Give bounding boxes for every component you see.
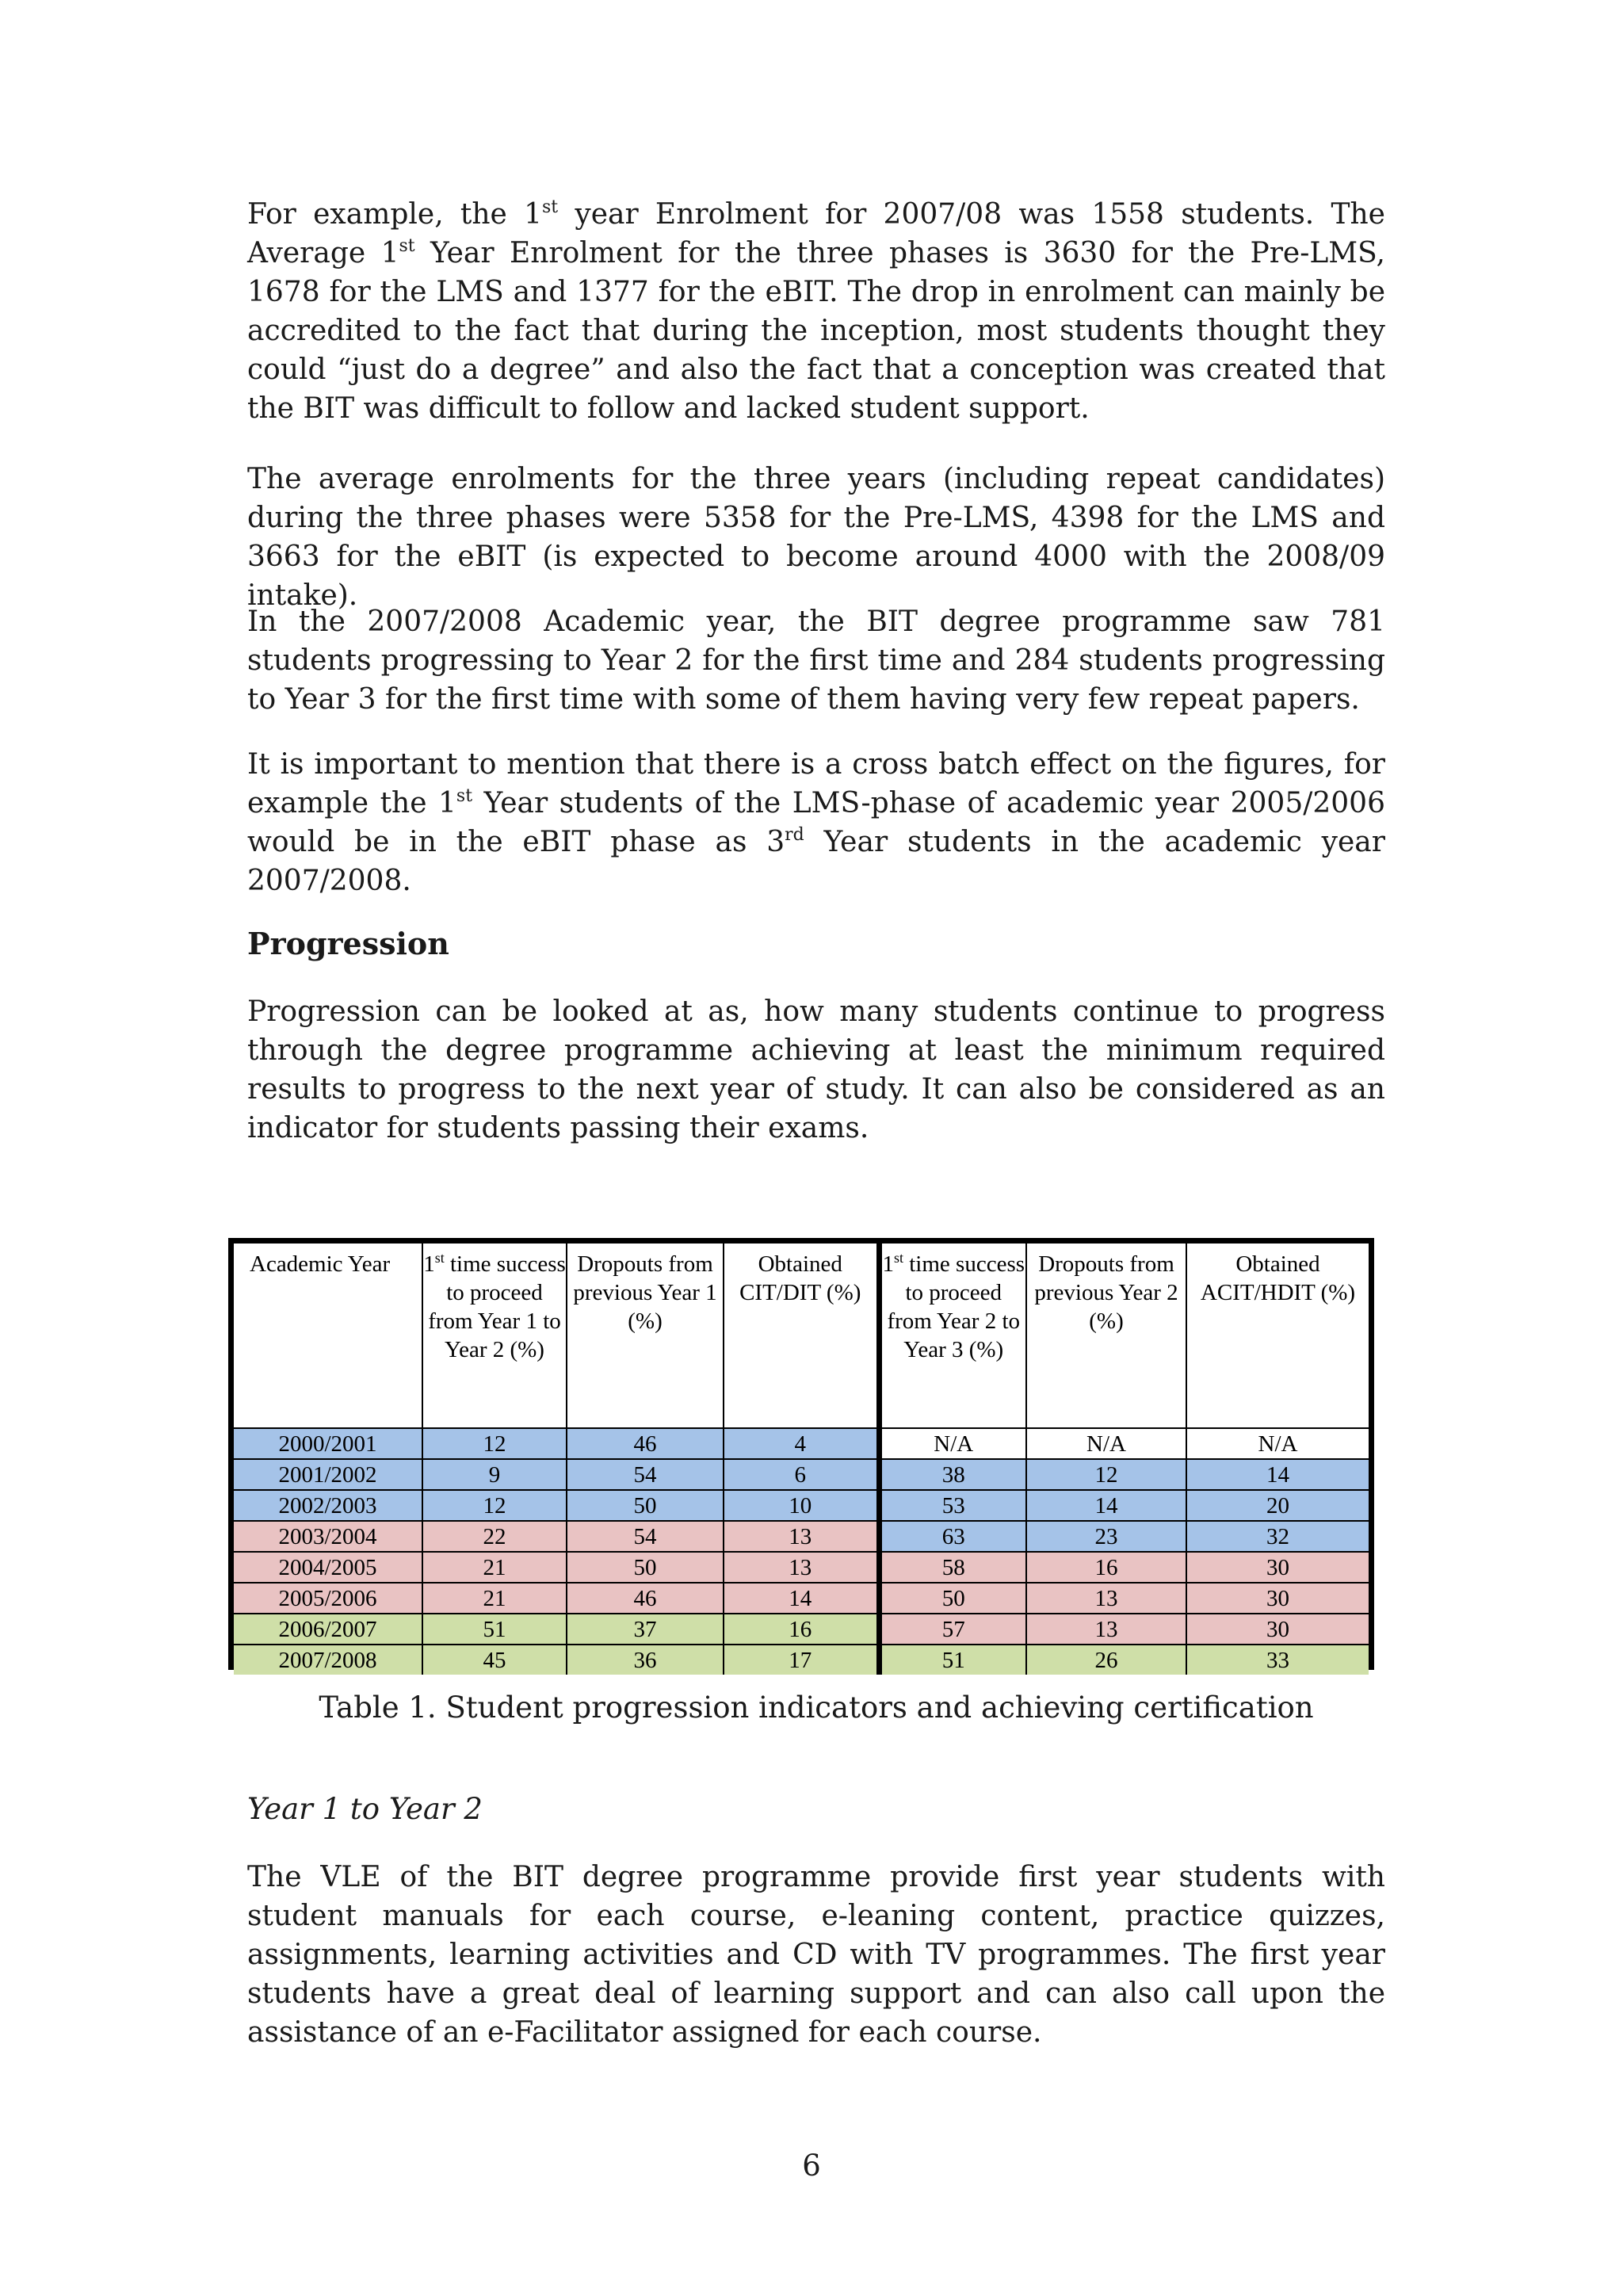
- table-cell-c1: 12: [422, 1428, 567, 1459]
- table-row: [234, 1552, 1369, 1583]
- row-academic-year: 2000/2001: [234, 1428, 422, 1459]
- table-row: [234, 1490, 1369, 1521]
- table-header-row: [234, 1244, 1369, 1428]
- row-academic-year: 2006/2007: [234, 1614, 422, 1645]
- table-cell-c5: N/A: [1026, 1428, 1186, 1459]
- table-cell-c5: 13: [1026, 1614, 1186, 1645]
- row-academic-year: 2005/2006: [234, 1583, 422, 1614]
- table-cell-c6: 30: [1186, 1552, 1369, 1583]
- table-cell-c6: N/A: [1186, 1428, 1369, 1459]
- table-cell-c3: 6: [724, 1459, 879, 1490]
- table-cell-c2: 46: [567, 1428, 724, 1459]
- table-cell-c2: 46: [567, 1583, 724, 1614]
- table-cell-c6: 30: [1186, 1583, 1369, 1614]
- table-cell-c3: 10: [724, 1490, 879, 1521]
- table-cell-c3: 16: [724, 1614, 879, 1645]
- header-obtained-acit-hdit: Obtained ACIT/HDIT (%): [1186, 1244, 1369, 1428]
- row-academic-year: 2002/2003: [234, 1490, 422, 1521]
- table-cell-c6: 30: [1186, 1614, 1369, 1645]
- table-cell-c5: 23: [1026, 1521, 1186, 1552]
- paragraph-academic-year: In the 2007/2008 Academic year, the BIT degree programme saw 781 students progressing to Year 2 for the first time and 284 students progressing to Year 3 for the first time with some of them having very few repeat papers.: [247, 606, 1385, 716]
- table-cell-c5: 13: [1026, 1583, 1186, 1614]
- table-cell-c3: 13: [724, 1552, 879, 1583]
- table-caption: Table 1. Student progression indicators and achieving certification: [319, 1690, 1314, 1725]
- table-cell-c2: 37: [567, 1614, 724, 1645]
- table-cell-c2: 54: [567, 1521, 724, 1552]
- table-cell-c4: 57: [879, 1614, 1026, 1645]
- paragraph-vle: The VLE of the BIT degree programme provide first year students with student manuals for each course, e-leaning content, practice quizzes, assignments, learning activities and CD with TV programmes. The first year students have a great deal of learning support and can also call upon the assistance of an e-Facilitator assigned for each course.: [247, 1861, 1385, 2049]
- table-cell-c3: 4: [724, 1428, 879, 1459]
- paragraph-progression: Progression can be looked at as, how many students continue to progress through the degree programme achieving at least the minimum required results to progress to the next year of study. It can also be considered as an indicator for students passing their exams.: [247, 995, 1385, 1144]
- row-academic-year: 2007/2008: [234, 1645, 422, 1675]
- table-cell-c2: 36: [567, 1645, 724, 1675]
- superscript: st: [456, 786, 473, 806]
- text-fragment: It is important to mention that there is a cross batch effect on the figures, for example the 1: [247, 748, 1385, 819]
- header-academic-year: Academic Year: [234, 1244, 422, 1428]
- table-cell-c3: 13: [724, 1521, 879, 1552]
- row-academic-year: 2003/2004: [234, 1521, 422, 1552]
- text-fragment: year Enrolment for 2007/08 was 1558 students. The Average 1: [247, 198, 1385, 269]
- header-obtained-cit-dit: Obtained CIT/DIT (%): [724, 1244, 879, 1428]
- table-row: [234, 1459, 1369, 1490]
- table-cell-c1: 22: [422, 1521, 567, 1552]
- header-dropouts-year2: Dropouts from previous Year 2 (%): [1026, 1244, 1186, 1428]
- text-fragment: For example, the 1: [247, 198, 542, 231]
- table-cell-c6: 20: [1186, 1490, 1369, 1521]
- superscript: st: [541, 197, 559, 217]
- table-row: [234, 1583, 1369, 1614]
- table-cell-c2: 54: [567, 1459, 724, 1490]
- table-cell-c1: 12: [422, 1490, 567, 1521]
- header-text: 1: [423, 1251, 435, 1277]
- superscript: st: [399, 236, 415, 256]
- table-cell-c6: 33: [1186, 1645, 1369, 1675]
- table-cell-c4: 63: [879, 1521, 1026, 1552]
- header-text: time success to proceed from Year 2 to Year 3 (%): [887, 1251, 1025, 1362]
- header-text: time success to proceed from Year 1 to Year 2 (%): [428, 1251, 566, 1362]
- paragraph-enrolment: [247, 195, 1385, 428]
- table-cell-c4: 53: [879, 1490, 1026, 1521]
- progression-table-frame: [228, 1238, 1374, 1673]
- table-cell-c1: 9: [422, 1459, 567, 1490]
- table-cell-c2: 50: [567, 1552, 724, 1583]
- table-cell-c4: N/A: [879, 1428, 1026, 1459]
- table-cell-c4: 50: [879, 1583, 1026, 1614]
- table-cell-c6: 32: [1186, 1521, 1369, 1552]
- header-dropouts-year1: Dropouts from previous Year 1 (%): [567, 1244, 724, 1428]
- page-number: 6: [802, 2149, 821, 2183]
- table-cell-c5: 12: [1026, 1459, 1186, 1490]
- subheading-year1-year2: Year 1 to Year 2: [247, 1792, 483, 1826]
- progression-table: [234, 1244, 1369, 1675]
- paragraph-average-enrolments: The average enrolments for the three years (including repeat candidates) during the three phases were 5358 for the Pre-LMS, 4398 for the LMS and 3663 for the eBIT (is expected to become around 4000 with the 2008/09 intake).: [247, 463, 1385, 612]
- table-cell-c3: 14: [724, 1583, 879, 1614]
- section-heading-progression: Progression: [247, 926, 449, 961]
- table-row: [234, 1614, 1369, 1645]
- table-cell-c4: 58: [879, 1552, 1026, 1583]
- table-cell-c4: 51: [879, 1645, 1026, 1675]
- text-fragment: Year students in the academic year 2007/2008.: [247, 826, 1385, 897]
- superscript: st: [434, 1250, 445, 1266]
- superscript: st: [893, 1250, 903, 1266]
- header-success-year1-year2: [422, 1244, 567, 1428]
- table-body: [234, 1428, 1369, 1675]
- header-success-year2-year3: [879, 1244, 1026, 1428]
- text-fragment: Year Enrolment for the three phases is 3630 for the Pre-LMS, 1678 for the LMS and 1377 for the eBIT. The drop in enrolment can mainly be accredited to the fact that during the inception, most students thought they could “just do a degree” and also the fact that a conception was created that the BIT was difficult to follow and lacked student support.: [247, 237, 1385, 425]
- table-cell-c2: 50: [567, 1490, 724, 1521]
- table-cell-c5: 16: [1026, 1552, 1186, 1583]
- table-row: [234, 1645, 1369, 1675]
- table-cell-c4: 38: [879, 1459, 1026, 1490]
- table-cell-c6: 14: [1186, 1459, 1369, 1490]
- paragraph-cross-batch: [247, 745, 1385, 900]
- table-row: [234, 1521, 1369, 1552]
- table-row: [234, 1428, 1369, 1459]
- text-fragment: Year students of the LMS-phase of academic year 2005/2006 would be in the eBIT phase as 3: [247, 787, 1385, 858]
- row-academic-year: 2004/2005: [234, 1552, 422, 1583]
- header-text: 1: [882, 1251, 894, 1277]
- table-cell-c5: 14: [1026, 1490, 1186, 1521]
- row-academic-year: 2001/2002: [234, 1459, 422, 1490]
- table-cell-c5: 26: [1026, 1645, 1186, 1675]
- table-cell-c1: 51: [422, 1614, 567, 1645]
- table-cell-c1: 21: [422, 1552, 567, 1583]
- table-cell-c1: 45: [422, 1645, 567, 1675]
- table-cell-c1: 21: [422, 1583, 567, 1614]
- table-cell-c3: 17: [724, 1645, 879, 1675]
- superscript: rd: [785, 825, 804, 845]
